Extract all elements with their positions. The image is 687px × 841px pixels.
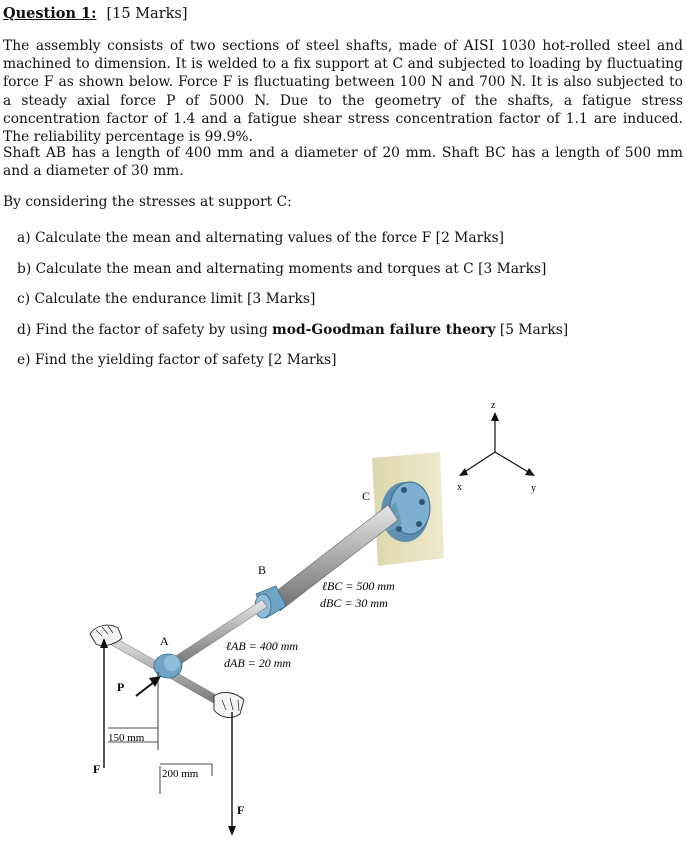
shaft-dimensions-text: Shaft AB has a length of 400 mm and a diameter of 20 mm. Shaft BC has a length of 500 mm and a diameter of 30 mm. — [3, 145, 683, 180]
task-text: Find the factor of safety by using — [35, 321, 273, 338]
task-text: Find the yielding factor of safety [2 Marks] — [34, 352, 337, 368]
dim-200-label: 200 mm — [162, 768, 199, 780]
dim-150-label: 150 mm — [108, 732, 145, 744]
task-letter: b) — [17, 260, 32, 277]
point-a-label: A — [160, 634, 169, 648]
ab-length-label: ℓAB = 400 mm — [226, 639, 299, 653]
z-axis-label: z — [491, 400, 496, 411]
task-text: Calculate the mean and alternating values of the force F [2 Marks] — [35, 230, 504, 246]
force-p-label: P — [117, 680, 125, 694]
point-b-label: B — [258, 563, 267, 577]
coordinate-axes — [457, 400, 536, 494]
task-item-a — [17, 230, 657, 261]
question-label: Question 1: — [3, 5, 97, 22]
ab-diameter-label: dAB = 20 mm — [224, 656, 292, 670]
force-p-arrow — [136, 676, 161, 696]
force-f-bottom-arrow — [228, 712, 236, 836]
force-f-left-arrow — [100, 638, 108, 768]
hand-right-icon — [214, 693, 244, 718]
task-letter: a) — [17, 230, 31, 246]
task-item-d — [17, 322, 657, 353]
bc-length-label: ℓBC = 500 mm — [322, 579, 395, 593]
x-axis-label: x — [457, 482, 462, 493]
support-c-instruction: By considering the stresses at support C: — [3, 194, 292, 210]
force-f-bottom-label: F — [237, 803, 245, 817]
task-letter: e) — [17, 352, 31, 368]
task-text-bold: mod-Goodman failure theory — [272, 321, 496, 338]
task-item-b — [17, 261, 657, 292]
task-list — [17, 230, 657, 383]
task-letter: c) — [17, 291, 31, 307]
task-item-e — [17, 352, 657, 383]
force-f-left-label: F — [93, 762, 101, 776]
point-c-label: C — [362, 489, 371, 503]
problem-statement: The assembly consists of two sections of steel shafts, made of AISI 1030 hot-rolled steel and machined to dimension. It is welded to a fix support at C and subjected to loading by fluctuating force F as shown below. Force F is fluctuating between 100 N and 700 N. It is also subjected to a steady axial force P of 5000 N. Due to the geometry of the shafts, a fatigue stress concentration factor of 1.4 and a fatigue shear stress concentration factor of 1.1 are induced. The reliability percentage is 99.9%. — [3, 38, 683, 146]
task-text-marks: [5 Marks] — [495, 321, 569, 338]
bc-diameter-label: dBC = 30 mm — [320, 596, 388, 610]
question-header — [3, 5, 188, 22]
task-letter: d) — [17, 321, 32, 338]
task-text: Calculate the mean and alternating moments and torques at C [3 Marks] — [35, 260, 547, 277]
task-item-c — [17, 291, 657, 322]
shaft-assembly-figure — [0, 390, 687, 841]
question-marks: [15 Marks] — [106, 6, 188, 22]
task-text: Calculate the endurance limit [3 Marks] — [34, 291, 316, 307]
y-axis-label: y — [531, 483, 536, 494]
